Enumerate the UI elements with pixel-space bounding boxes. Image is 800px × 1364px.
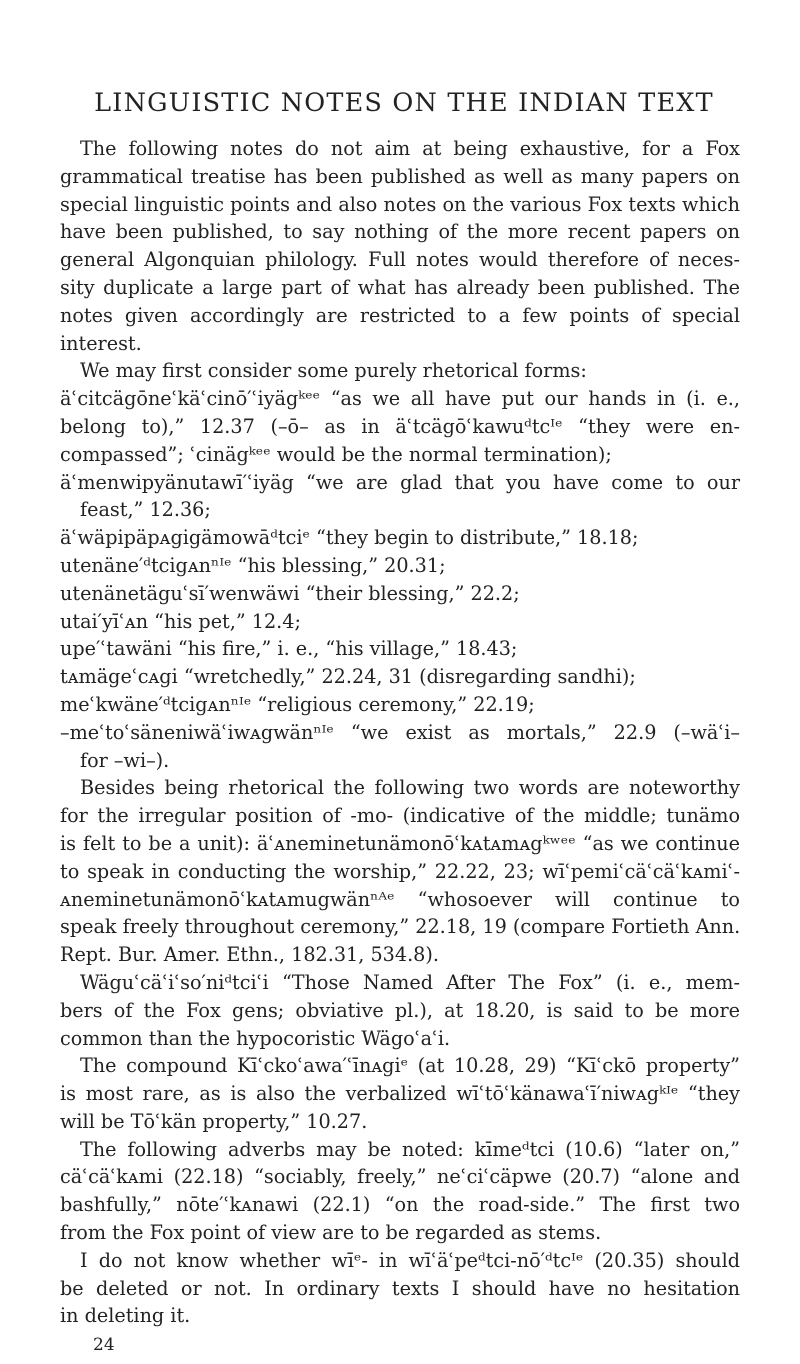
text-line: äʿcitcägōneʿkäʿcinō′ʿiyägᵏᵉᵉ “as we all have put our hands in (i. e., — [60, 387, 740, 411]
text-line: I do not know whether wīᵉ- in wīʿäʿpeᵈtci-nō′ᵈtcᴵᵉ (20.35) should — [80, 1248, 740, 1272]
text-line: speak freely throughout ceremony,” 22.18, 19 (compare Fortieth Ann. — [60, 915, 741, 939]
text-line: utenänetäguʿsī′wenwäwi “their blessing,” 22.2; — [60, 581, 520, 605]
text-line: is felt to be a unit): äʿᴀneminetunämonōʿkᴀtᴀmᴀgᵏʷᵉᵉ “as we continue — [60, 831, 740, 855]
text-line: have been published, to say nothing of the more recent papers on — [60, 220, 740, 244]
text-line: The following adverbs may be noted: kīmeᵈtci (10.6) “later on,” — [80, 1137, 740, 1161]
text-line: in deleting it. — [60, 1304, 191, 1328]
text-line: Wäguʿcäʿiʿso′niᵈtciʿi “Those Named After The Fox” (i. e., mem- — [80, 970, 740, 994]
page-body — [60, 88, 740, 1330]
page-number: 24 — [93, 1335, 115, 1355]
text-block — [60, 135, 740, 1330]
text-line: Besides being rhetorical the following two words are noteworthy — [80, 776, 740, 800]
text-line: for –wi–). — [80, 748, 170, 772]
text-line: general Algonquian philology. Full notes would therefore of neces- — [60, 248, 740, 272]
text-line: ᴀneminetunämonōʿkᴀtᴀmugwänⁿᴬᵉ “whosoever will continue to — [60, 887, 740, 911]
text-line: to speak in conducting the worship,” 22.22, 23; wīʿpemiʿcäʿcäʿkᴀmiʿ- — [60, 859, 740, 883]
text-line: We may first consider some purely rhetorical forms: — [80, 359, 587, 383]
text-line: for the irregular position of -mo- (indicative of the middle; tunämo — [60, 804, 740, 828]
text-line: special linguistic points and also notes on the various Fox texts which — [60, 192, 740, 216]
text-line: common than the hypocoristic Wägoʿaʿi. — [60, 1026, 451, 1050]
text-line: meʿkwäne′ᵈtcigᴀnⁿᴵᵉ “religious ceremony,” 22.19; — [60, 692, 535, 716]
text-line: cäʿcäʿkᴀmi (22.18) “sociably, freely,” neʿciʿcäpwe (20.7) “alone and — [60, 1165, 740, 1189]
text-line: utenäne′ᵈtcigᴀnⁿᴵᵉ “his blessing,” 20.31; — [60, 553, 446, 577]
text-line: interest. — [60, 331, 142, 355]
text-line: grammatical treatise has been published as well as many papers on — [60, 164, 740, 188]
text-line: –meʿtoʿsäneniwäʿiwᴀgwänⁿᴵᵉ “we exist as mortals,” 22.9 (–wäʿi– — [60, 720, 740, 744]
text-line: will be Tōʿkän property,” 10.27. — [60, 1109, 368, 1133]
text-line: The compound Kīʿckoʿawa′ʿīnᴀgiᵉ (at 10.28, 29) “Kīʿckō property” — [80, 1054, 740, 1078]
text-line: The following notes do not aim at being exhaustive, for a Fox — [80, 137, 740, 160]
text-line: is most rare, as is also the verbalized wīʿtōʿkänawaʿī′niwᴀgᵏᴵᵉ “they — [60, 1082, 740, 1106]
text-line: sity duplicate a large part of what has already been published. The — [60, 275, 740, 299]
text-line: bers of the Fox gens; obviative pl.), at 18.20, is said to be more — [60, 998, 740, 1022]
text-line: notes given accordingly are restricted to a few points of special — [60, 303, 740, 327]
text-line: äʿwäpipäpᴀgigämowāᵈtciᵉ “they begin to distribute,” 18.18; — [60, 526, 639, 550]
text-line: äʿmenwipyänutawī′ʿiyäg “we are glad that you have come to our — [60, 470, 740, 494]
text-line: compassed”; ʿcinägᵏᵉᵉ would be the normal termination); — [60, 442, 612, 466]
text-line: feast,” 12.36; — [80, 498, 211, 522]
text-line: utai′yīʿᴀn “his pet,” 12.4; — [60, 609, 301, 633]
text-line: belong to),” 12.37 (–ō– as in äʿtcägōʿkawuᵈtcᴵᵉ “they were en- — [60, 414, 740, 438]
text-line: Rept. Bur. Amer. Ethn., 182.31, 534.8). — [60, 943, 439, 967]
text-line: tᴀmägeʿcᴀgi “wretchedly,” 22.24, 31 (disregarding sandhi); — [60, 665, 636, 689]
text-line: upe′ʿtawäni “his fire,” i. e., “his village,” 18.43; — [60, 637, 518, 661]
text-line: from the Fox point of view are to be regarded as stems. — [60, 1221, 602, 1245]
page-title: LINGUISTIC NOTES ON THE INDIAN TEXT — [94, 88, 714, 118]
text-line: be deleted or not. In ordinary texts I should have no hesitation — [60, 1276, 740, 1300]
text-line: bashfully,” nōte′ʿkᴀnawi (22.1) “on the road-side.” The first two — [60, 1193, 740, 1217]
